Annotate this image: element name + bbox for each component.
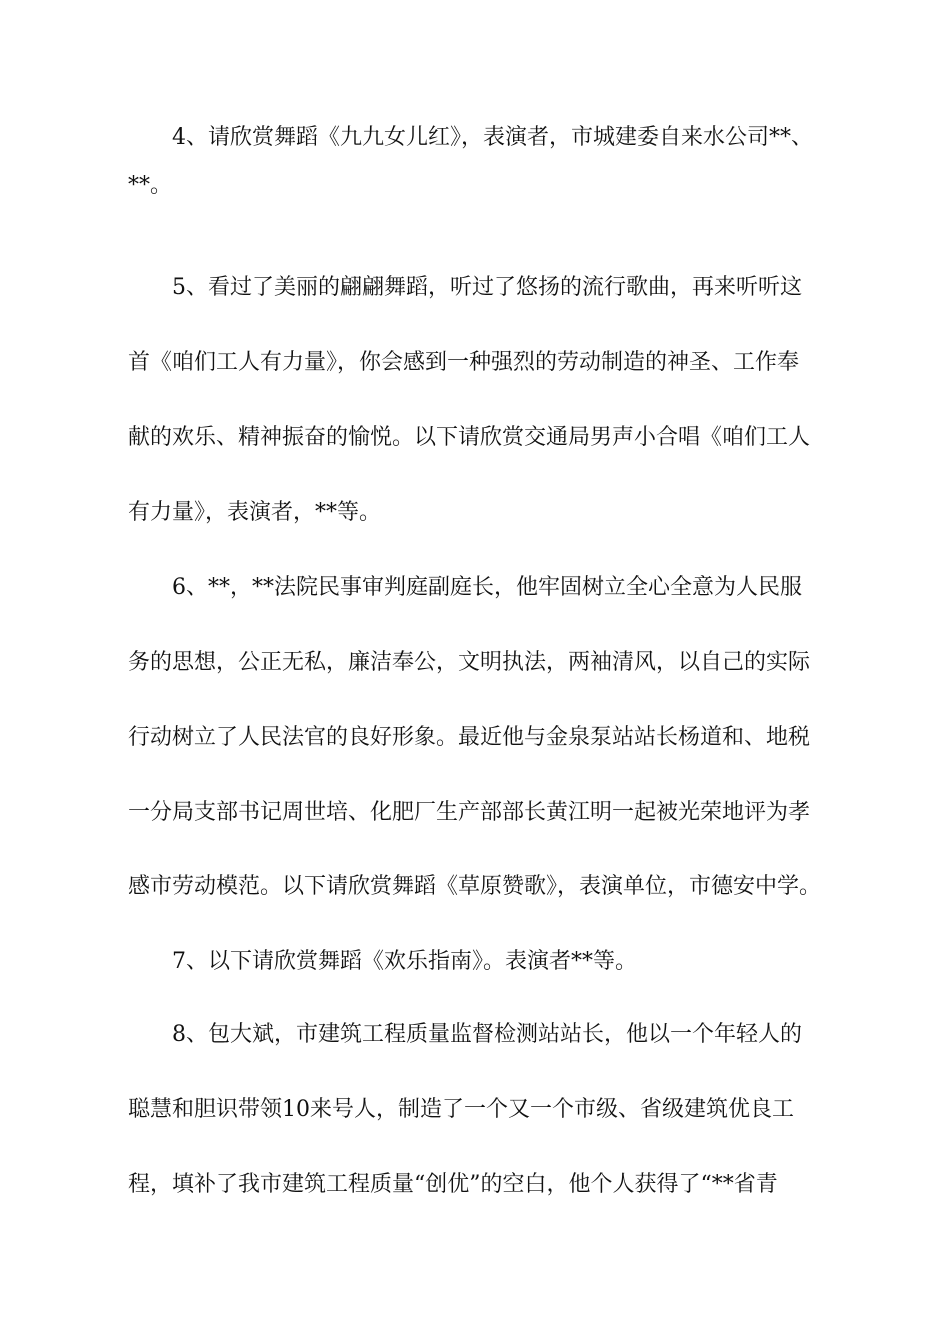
text-line: 5、看过了美丽的翩翩舞蹈，听过了悠扬的流行歌曲，再来听听这 (172, 275, 802, 300)
text-line: 一分局支部书记周世培、化肥厂生产部部长黄江明一起被光荣地评为孝 (128, 800, 811, 825)
text-line: 有力量》，表演者，**等。 (128, 500, 382, 525)
text-line: **。 (128, 173, 173, 198)
text-line: 程，填补了我市建筑工程质量“创优”的空白，他个人获得了“**省青 (128, 1172, 778, 1197)
text-line: 6、**，**法院民事审判庭副庭长，他牢固树立全心全意为人民服 (172, 575, 802, 600)
text-line: 7、以下请欣赏舞蹈《欢乐指南》。表演者**等。 (172, 949, 637, 974)
text-line: 聪慧和胆识带领10来号人，制造了一个又一个市级、省级建筑优良工 (128, 1097, 794, 1122)
text-line: 务的思想，公正无私，廉洁奉公，文明执法，两袖清风，以自己的实际 (128, 650, 811, 675)
text-line: 8、包大斌，市建筑工程质量监督检测站站长，他以一个年轻人的 (172, 1022, 802, 1047)
text-line: 献的欢乐、精神振奋的愉悦。以下请欣赏交通局男声小合唱《咱们工人 (128, 425, 811, 450)
text-line: 感市劳动模范。以下请欣赏舞蹈《草原赞歌》，表演单位，市德安中学。 (128, 874, 822, 899)
text-line: 4、请欣赏舞蹈《九九女儿红》，表演者，市城建委自来水公司**、 (172, 125, 813, 150)
text-line: 首《咱们工人有力量》，你会感到一种强烈的劳动制造的神圣、工作奉 (128, 350, 800, 375)
text-line: 行动树立了人民法官的良好形象。最近他与金泉泵站站长杨道和、地税 (128, 725, 811, 750)
